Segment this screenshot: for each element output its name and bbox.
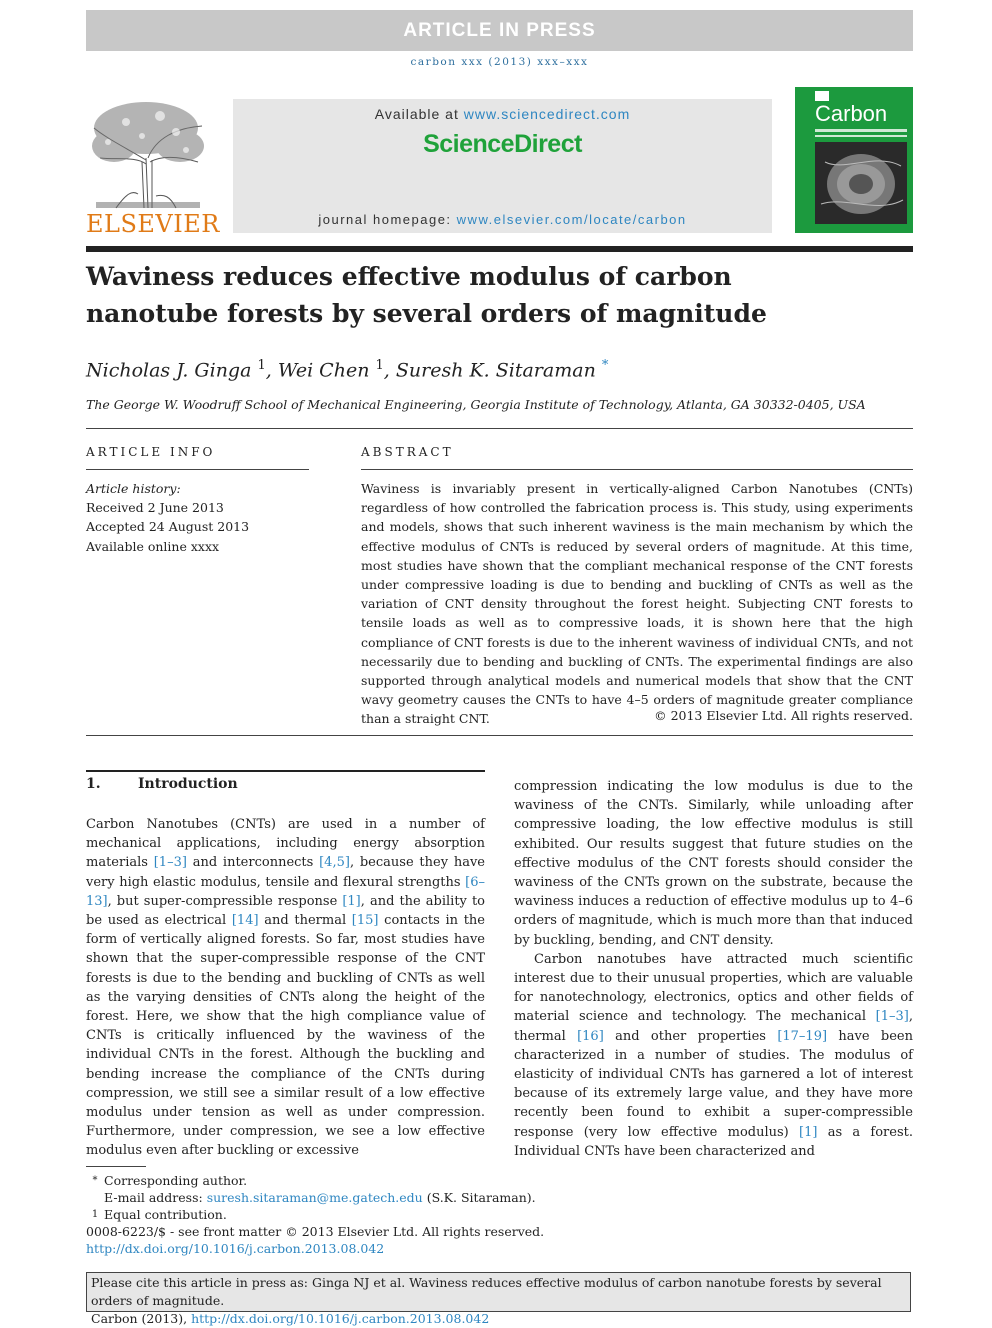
divider (86, 469, 309, 470)
divider (86, 428, 913, 429)
title-line-2: nanotube forests by several orders of magnitude (86, 299, 767, 328)
divider (361, 469, 913, 470)
citation-text: Please cite this article in press as: Ginga NJ et al. Waviness reduces effective modulus of carbon nanotube forests by several orders of magnitude. (91, 1275, 882, 1308)
cover-micrograph (815, 142, 907, 224)
author-footnote-marker[interactable]: 1 (257, 358, 266, 373)
corresponding-author-marker[interactable]: * (601, 358, 609, 373)
issn-line: 0008-6223/$ - see front matter © 2013 Elsevier Ltd. All rights reserved. (86, 1224, 545, 1239)
article-title (86, 258, 846, 332)
article-history (86, 479, 249, 556)
journal-reference: carbon xxx (2013) xxx–xxx (410, 56, 589, 68)
sciencedirect-brand: ScienceDirect (423, 130, 582, 158)
abstract-heading: ABSTRACT (361, 445, 454, 459)
doi-link[interactable]: http://dx.doi.org/10.1016/j.carbon.2013.08.042 (86, 1241, 385, 1256)
article-info-heading: ARTICLE INFO (86, 445, 216, 459)
footnote-corresponding: * Corresponding author. (92, 1173, 248, 1188)
citation-journal-line: Carbon (2013), http://dx.doi.org/10.1016/j.carbon.2013.08.042 (91, 1311, 490, 1326)
citation-link[interactable]: [4,5] (319, 855, 350, 871)
header-divider (86, 246, 913, 252)
journal-cover-image (795, 87, 913, 233)
sciencedirect-link[interactable]: www.sciencedirect.com (463, 106, 631, 122)
author-chen[interactable]: Wei Chen (277, 359, 370, 382)
divider (86, 735, 913, 736)
online-date: Available online xxxx (86, 538, 220, 554)
citation-link[interactable]: [6–13] (86, 874, 485, 909)
citation-link[interactable]: [16] (577, 1028, 604, 1044)
abstract-copyright: © 2013 Elsevier Ltd. All rights reserved. (654, 708, 913, 723)
article-in-press-banner: ARTICLE IN PRESS (86, 10, 913, 51)
citation-link[interactable]: [1–3] (153, 855, 187, 871)
title-line-1: Waviness reduces effective modulus of carbon (86, 262, 732, 291)
abstract-text: Waviness is invariably present in vertically-aligned Carbon Nanotubes (CNTs) regardless of how controlled the fabrication process is. This study, using experiments and models, shows that such inherent waviness is the main mechanism by which the effective modulus of CNTs is reduced by several orders of magnitude. At this time, most studies have shown that the compliant mechanical response of the CNT forests under compressive loading is due to bending and buckling of CNTs as well as the variation of CNT density throughout the forest height. Subjecting CNT forests to tensile loads as well as to compressive loads, it is shown here that the high compliance of CNT forests is due to the inherent waviness of individual CNTs, and not necessarily due to bending and buckling of CNTs. The experimental findings are also supported through analytical models and numerical models that show that the CNT wavy geometry causes the CNTs to have 4–5 orders of magnitude greater compliance than a straight CNT. (361, 481, 913, 727)
journal-homepage-link[interactable]: www.elsevier.com/locate/carbon (456, 212, 687, 227)
citation-link[interactable]: [15] (351, 913, 379, 929)
paragraph: Carbon nanotubes have attracted much scientific interest due to their unusual properties, which are valuable for nanotechnology, electronics, optics and other fields of material science and technology. The mechanical [1–3], thermal [16] and other properties [17–19] have been characterized in a number of studies. The modulus of elasticity of individual CNTs has garnered a lot of interest because of its extremely large value, and they have more recently been found to exhibit a super-compressible response (very low effective modulus) [1] as a forest. Individual CNTs have been characterized and (514, 951, 913, 1159)
available-at-label: Available at (374, 106, 459, 122)
footnote-equal-contribution: 1 Equal contribution. (91, 1207, 227, 1222)
paragraph: Carbon Nanotubes (CNTs) are used in a number of mechanical applications, including energy absorption materials [1–3] and interconnects [4,5], because they have very high elastic modulus, tensile and flexural strengths [6–13], but super-compressible response [1], and the ability to be used as electrical [14] and thermal [15] contacts in the form of vertically aligned forests. So far, most studies have shown that the super-compressible response of the CNT forests is due to the bending and buckling of CNTs as well as the varying densities of CNTs along the height of the forest. Here, we show that the high compliance value of CNTs is critically influenced by the waviness of the individual CNTs in the forest. Although the buckling and bending increase the compliance of the CNTs during compression, we still see a similar result of a low effective modulus under tension as well as under compression. Furthermore, under compression, we see a low effective modulus even after buckling or excessive (86, 817, 485, 1159)
author-sitaraman[interactable]: Suresh K. Sitaraman (395, 359, 596, 382)
citation-link[interactable]: [1–3] (875, 1009, 909, 1025)
section-number: 1. (86, 776, 101, 792)
footnote-email: E-mail address: suresh.sitaraman@me.gatech.edu (S.K. Sitaraman). (104, 1190, 536, 1205)
section-heading-introduction (86, 776, 238, 792)
citation-link[interactable]: [14] (231, 913, 259, 929)
elsevier-wordmark: ELSEVIER (86, 210, 220, 238)
author-ginga[interactable]: Nicholas J. Ginga (86, 359, 252, 382)
citation-link[interactable]: [17–19] (777, 1028, 828, 1044)
cover-title: Carbon (815, 101, 888, 126)
author-list: Nicholas J. Ginga $^1$, Wei Chen $^1$, Suresh K. Sitaraman * (86, 358, 609, 382)
homepage-label: journal homepage: (318, 212, 452, 227)
citation-link[interactable]: [1] (799, 1124, 818, 1140)
citation-link[interactable]: [1] (342, 893, 361, 909)
cover-badge (815, 91, 829, 101)
accepted-date: Accepted 24 August 2013 (86, 519, 250, 535)
body-column-right (514, 777, 913, 1161)
section-rule (86, 770, 485, 772)
email-link[interactable]: suresh.sitaraman@me.gatech.edu (206, 1190, 423, 1205)
available-at-line (233, 106, 772, 122)
author-footnote-marker[interactable]: 1 (375, 358, 384, 373)
citation-box (86, 1272, 911, 1326)
body-column-left (86, 815, 485, 1161)
affiliation: The George W. Woodruff School of Mechanical Engineering, Georgia Institute of Technology, Atlanta, GA 30332-0405, USA (86, 397, 866, 412)
history-label: Article history: (86, 481, 181, 496)
doi-line (86, 1240, 384, 1257)
journal-homepage-line (233, 212, 772, 227)
citation-doi-link[interactable]: http://dx.doi.org/10.1016/j.carbon.2013.08.042 (191, 1311, 490, 1326)
footnote-rule (86, 1166, 146, 1167)
paragraph: compression indicating the low modulus is due to the waviness of the CNTs. Similarly, while unloading after compressive loading, the low effective modulus is still exhibited. Our results suggest that future studies on the effective modulus of the CNT forests should consider the waviness of the CNTs grown on the substrate, because the waviness induces a reduction of effective modulus up to 4–6 orders of magnitude, which is much more than that induced by buckling, bending, and CNT density. (514, 779, 913, 948)
section-title: Introduction (138, 776, 238, 792)
received-date: Received 2 June 2013 (86, 500, 224, 516)
